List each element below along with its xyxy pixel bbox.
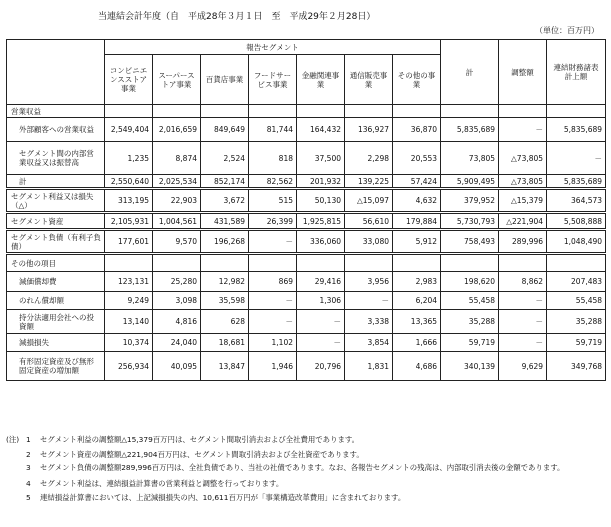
table-cell: 179,884 bbox=[393, 213, 441, 230]
table-cell: 35,598 bbox=[201, 292, 249, 310]
col-header-convenience: コンビニエンスストア事業 bbox=[105, 55, 153, 105]
table-cell: △15,097 bbox=[345, 189, 393, 213]
table-cell: 81,744 bbox=[249, 118, 297, 142]
col-header-financial: 金融関連事業 bbox=[297, 55, 345, 105]
table-cell: － bbox=[249, 292, 297, 310]
table-cell: 379,952 bbox=[441, 189, 499, 213]
row-label: その他の項目 bbox=[7, 254, 105, 272]
row-label: 持分法適用会社への投資額 bbox=[7, 310, 105, 334]
table-cell: － bbox=[249, 230, 297, 254]
table-cell: 35,288 bbox=[547, 310, 606, 334]
table-cell: 136,927 bbox=[345, 118, 393, 142]
table-cell bbox=[297, 254, 345, 272]
col-header-adjustment: 調整額 bbox=[499, 40, 547, 105]
table-cell: 177,601 bbox=[105, 230, 153, 254]
table-cell: 336,060 bbox=[297, 230, 345, 254]
table-cell bbox=[201, 105, 249, 118]
table-cell: 24,040 bbox=[153, 334, 201, 352]
table-cell: 20,796 bbox=[297, 352, 345, 381]
table-cell: 18,681 bbox=[201, 334, 249, 352]
table-cell: 57,424 bbox=[393, 175, 441, 189]
row-label: セグメント資産 bbox=[7, 213, 105, 230]
table-cell: 22,903 bbox=[153, 189, 201, 213]
col-header-other: その他の事業 bbox=[393, 55, 441, 105]
table-cell: － bbox=[499, 118, 547, 142]
table-cell: － bbox=[345, 292, 393, 310]
table-row bbox=[7, 272, 606, 292]
table-cell: 5,508,888 bbox=[547, 213, 606, 230]
table-cell bbox=[153, 105, 201, 118]
table-cell: 40,095 bbox=[153, 352, 201, 381]
footnotes bbox=[6, 433, 606, 506]
table-cell: 9,249 bbox=[105, 292, 153, 310]
table-cell: 5,835,689 bbox=[547, 118, 606, 142]
col-header-superstore: スーパーストア事業 bbox=[153, 55, 201, 105]
table-cell: 849,649 bbox=[201, 118, 249, 142]
table-cell: △221,904 bbox=[499, 213, 547, 230]
table-row bbox=[7, 230, 606, 254]
table-cell: 4,686 bbox=[393, 352, 441, 381]
table-cell: 13,140 bbox=[105, 310, 153, 334]
table-cell bbox=[499, 254, 547, 272]
table-cell: 515 bbox=[249, 189, 297, 213]
corner-cell bbox=[7, 40, 105, 105]
row-label: 営業収益 bbox=[7, 105, 105, 118]
table-cell: 628 bbox=[201, 310, 249, 334]
footnote-1: (注) 1 セグメント利益の調整額△15,379百万円は、セグメント間取引消去および全社費用であります。 bbox=[6, 433, 606, 448]
table-cell: 431,589 bbox=[201, 213, 249, 230]
table-cell bbox=[441, 105, 499, 118]
footnote-4: 4 セグメント利益は、連結損益計算書の営業利益と調整を行っております。 bbox=[26, 478, 284, 488]
table-cell: 4,632 bbox=[393, 189, 441, 213]
table-cell: 139,225 bbox=[345, 175, 393, 189]
table-cell: 818 bbox=[249, 142, 297, 175]
table-row bbox=[7, 175, 606, 189]
table-cell bbox=[499, 105, 547, 118]
row-label: 外部顧客への営業収益 bbox=[7, 118, 105, 142]
row-label: 減価償却費 bbox=[7, 272, 105, 292]
table-row bbox=[7, 118, 606, 142]
table-cell: 9,570 bbox=[153, 230, 201, 254]
table-cell bbox=[105, 254, 153, 272]
table-cell: 3,098 bbox=[153, 292, 201, 310]
table-cell: 35,288 bbox=[441, 310, 499, 334]
table-cell bbox=[441, 254, 499, 272]
table-cell: 56,610 bbox=[345, 213, 393, 230]
table-cell: － bbox=[547, 142, 606, 175]
table-cell: 55,458 bbox=[441, 292, 499, 310]
table-cell: 5,835,689 bbox=[441, 118, 499, 142]
table-cell bbox=[153, 254, 201, 272]
table-cell: 37,500 bbox=[297, 142, 345, 175]
table-cell bbox=[297, 105, 345, 118]
segment-table bbox=[6, 39, 606, 381]
table-cell: △15,379 bbox=[499, 189, 547, 213]
table-cell: 3,338 bbox=[345, 310, 393, 334]
table-cell: － bbox=[499, 292, 547, 310]
table-cell bbox=[105, 105, 153, 118]
table-cell: 207,483 bbox=[547, 272, 606, 292]
table-row bbox=[7, 292, 606, 310]
table-cell: 364,573 bbox=[547, 189, 606, 213]
table-cell: 20,553 bbox=[393, 142, 441, 175]
table-cell: 2,983 bbox=[393, 272, 441, 292]
table-cell: 50,130 bbox=[297, 189, 345, 213]
table-row bbox=[7, 334, 606, 352]
table-row bbox=[7, 213, 606, 230]
table-cell: 313,195 bbox=[105, 189, 153, 213]
table-cell: 12,982 bbox=[201, 272, 249, 292]
table-cell: 1,946 bbox=[249, 352, 297, 381]
footnote-5: 5 連結損益計算書においては、上記減損損失の内、10,611百万円が「事業構造改革費用」に含まれております。 bbox=[26, 493, 406, 502]
table-cell: 36,870 bbox=[393, 118, 441, 142]
table-cell: － bbox=[249, 310, 297, 334]
table-cell: 29,416 bbox=[297, 272, 345, 292]
table-cell: 33,080 bbox=[345, 230, 393, 254]
table-cell: 1,102 bbox=[249, 334, 297, 352]
table-row bbox=[7, 352, 606, 381]
table-cell: 123,131 bbox=[105, 272, 153, 292]
table-cell: 2,105,931 bbox=[105, 213, 153, 230]
unit-label: （単位：百万円） bbox=[535, 26, 599, 35]
table-cell: 1,666 bbox=[393, 334, 441, 352]
table-cell: 4,816 bbox=[153, 310, 201, 334]
table-cell: 1,925,815 bbox=[297, 213, 345, 230]
table-cell: 9,629 bbox=[499, 352, 547, 381]
table-cell bbox=[345, 254, 393, 272]
table-cell: 13,365 bbox=[393, 310, 441, 334]
table-cell: 8,874 bbox=[153, 142, 201, 175]
row-label: のれん償却額 bbox=[7, 292, 105, 310]
table-cell: 5,909,495 bbox=[441, 175, 499, 189]
table-cell: 3,672 bbox=[201, 189, 249, 213]
row-label: セグメント利益又は損失（△） bbox=[7, 189, 105, 213]
table-cell bbox=[393, 254, 441, 272]
table-cell: 25,280 bbox=[153, 272, 201, 292]
table-row bbox=[7, 254, 606, 272]
row-label: 減損損失 bbox=[7, 334, 105, 352]
table-cell: 59,719 bbox=[547, 334, 606, 352]
col-header-department-store: 百貨店事業 bbox=[201, 55, 249, 105]
table-cell: 1,048,490 bbox=[547, 230, 606, 254]
row-label: 計 bbox=[7, 175, 105, 189]
table-row bbox=[7, 310, 606, 334]
table-cell: 256,934 bbox=[105, 352, 153, 381]
table-cell: 164,432 bbox=[297, 118, 345, 142]
table-cell: 198,620 bbox=[441, 272, 499, 292]
footnote-3: 3 セグメント負債の調整額289,996百万円は、全社負債であり、当社の社債であります。なお、各報告セグメントの残高は、内部取引消去後の金額であります。 bbox=[26, 463, 565, 472]
table-cell: 13,847 bbox=[201, 352, 249, 381]
footnote-2: 2 セグメント資産の調整額△221,904百万円は、セグメント間取引消去および全社資産であります。 bbox=[26, 449, 364, 459]
table-cell: 8,862 bbox=[499, 272, 547, 292]
table-cell: － bbox=[499, 310, 547, 334]
table-cell bbox=[547, 105, 606, 118]
table-cell: 1,831 bbox=[345, 352, 393, 381]
table-cell: 3,956 bbox=[345, 272, 393, 292]
table-cell: 5,912 bbox=[393, 230, 441, 254]
table-cell: 10,374 bbox=[105, 334, 153, 352]
table-cell: △73,805 bbox=[499, 175, 547, 189]
table-cell: 26,399 bbox=[249, 213, 297, 230]
document-title: 当連結会計年度（自 平成28年３月１日 至 平成29年２月28日） bbox=[98, 12, 376, 22]
table-cell bbox=[393, 105, 441, 118]
table-cell: 758,493 bbox=[441, 230, 499, 254]
table-cell: 349,768 bbox=[547, 352, 606, 381]
col-header-mail-order: 通信販売事業 bbox=[345, 55, 393, 105]
table-cell: 55,458 bbox=[547, 292, 606, 310]
table-row bbox=[7, 105, 606, 118]
reporting-segment-header: 報告セグメント bbox=[105, 40, 441, 55]
table-cell: 201,932 bbox=[297, 175, 345, 189]
table-cell: 5,835,689 bbox=[547, 175, 606, 189]
table-cell bbox=[249, 105, 297, 118]
table-cell: 2,524 bbox=[201, 142, 249, 175]
table-cell: 1,004,561 bbox=[153, 213, 201, 230]
table-cell: 1,235 bbox=[105, 142, 153, 175]
table-cell: 2,550,640 bbox=[105, 175, 153, 189]
table-cell: 6,204 bbox=[393, 292, 441, 310]
col-header-consolidated: 連結財務諸表計上額 bbox=[547, 40, 606, 105]
table-cell: 1,306 bbox=[297, 292, 345, 310]
table-cell: － bbox=[297, 310, 345, 334]
table-cell: 2,025,534 bbox=[153, 175, 201, 189]
col-header-food-service: フードサービス事業 bbox=[249, 55, 297, 105]
row-label: 有形固定資産及び無形固定資産の増加額 bbox=[7, 352, 105, 381]
table-cell: 73,805 bbox=[441, 142, 499, 175]
table-cell: － bbox=[499, 334, 547, 352]
table-cell bbox=[547, 254, 606, 272]
table-cell: 869 bbox=[249, 272, 297, 292]
table-cell: 3,854 bbox=[345, 334, 393, 352]
table-cell bbox=[249, 254, 297, 272]
table-cell: 2,549,404 bbox=[105, 118, 153, 142]
table-cell: 5,730,793 bbox=[441, 213, 499, 230]
table-cell: 59,719 bbox=[441, 334, 499, 352]
table-cell: 2,298 bbox=[345, 142, 393, 175]
table-cell: 852,174 bbox=[201, 175, 249, 189]
row-label: セグメント間の内部営業収益又は振替高 bbox=[7, 142, 105, 175]
notes-prefix: (注) bbox=[6, 435, 20, 444]
table-cell: － bbox=[297, 334, 345, 352]
col-header-total: 計 bbox=[441, 40, 499, 105]
table-cell: 340,139 bbox=[441, 352, 499, 381]
table-cell: 82,562 bbox=[249, 175, 297, 189]
table-cell bbox=[201, 254, 249, 272]
table-cell: △73,805 bbox=[499, 142, 547, 175]
table-row bbox=[7, 142, 606, 175]
table-cell bbox=[345, 105, 393, 118]
table-cell: 2,016,659 bbox=[153, 118, 201, 142]
row-label: セグメント負債（有利子負債） bbox=[7, 230, 105, 254]
table-cell: 289,996 bbox=[499, 230, 547, 254]
table-cell: 196,268 bbox=[201, 230, 249, 254]
table-row bbox=[7, 189, 606, 213]
